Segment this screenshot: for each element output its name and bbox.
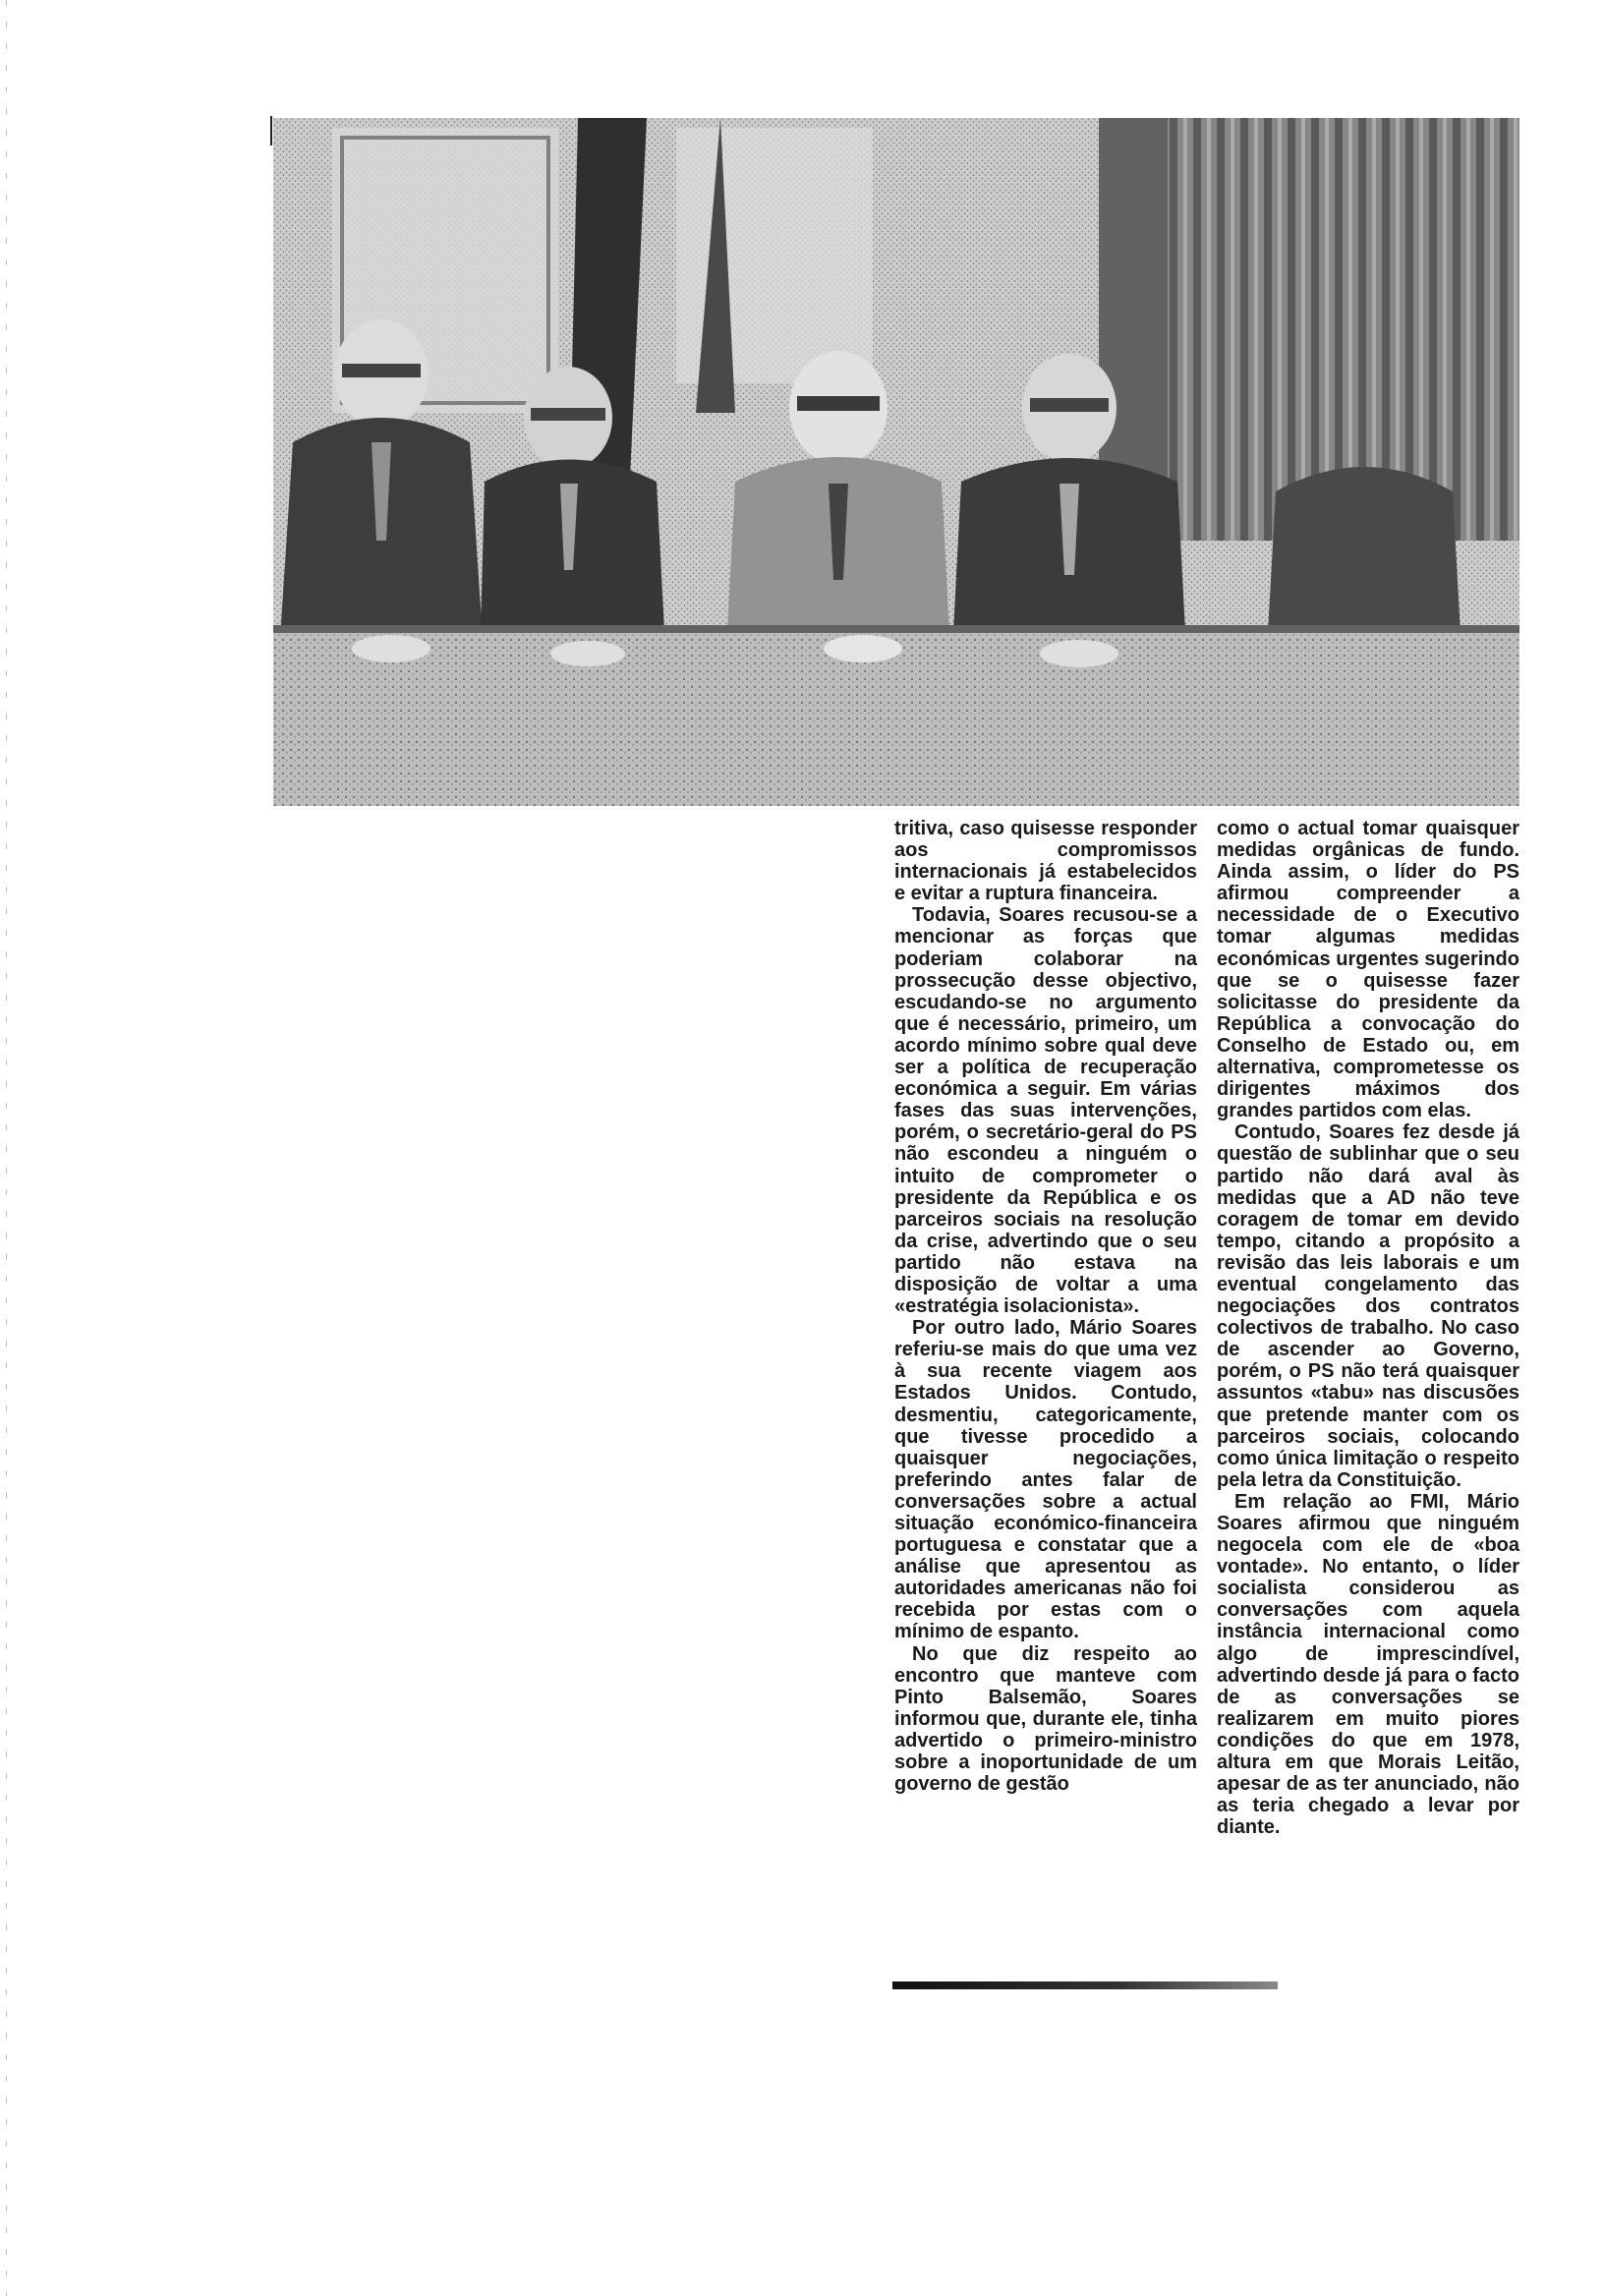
press-photo-illustration <box>273 118 1519 806</box>
paragraph: como o actual tomar quaisquer medidas orgânicas de fundo. Ainda assim, o líder do PS afirmou compreender a necessidade de o Executivo tomar algumas medidas económicas urgentes sugerindo que se o quisesse fazer solicitasse do presidente da República a convocação do Conselho de Estado ou, em alternativa, comprometesse os dirigentes máximos dos grandes partidos com elas. <box>1217 818 1519 1122</box>
end-rule <box>892 1981 1278 1989</box>
paragraph: Por outro lado, Mário Soares referiu-se mais do que uma vez à sua recente viagem aos Estados Unidos. Contudo, desmentiu, categoricamente, que tivesse procedido a quaisquer negociações, preferindo antes falar de conversações sobre a actual situação económico-financeira portuguesa e constatar que a análise que apresentou as autoridades americanas não foi recebida por estas com o mínimo de espanto. <box>894 1317 1197 1643</box>
paragraph: No que diz respeito ao encontro que manteve com Pinto Balsemão, Soares informou que, durante ele, tinha advertido o primeiro-ministro sobre a inoportunidade de um governo de gestão <box>894 1642 1197 1796</box>
press-photo <box>273 118 1519 806</box>
scan-edge-mark <box>6 0 7 2296</box>
paragraph: Contudo, Soares fez desde já questão de sublinhar que o seu partido não dará aval às medidas que a AD não teve coragem de tomar em devido tempo, citando a propósito a revisão das leis laborais e um eventual congelamento das negociações dos contratos colectivos de trabalho. No caso de ascender ao Governo, porém, o PS não terá quaisquer assuntos «tabu» nas discusões que pretende manter com os parceiros sociais, colocando como única limitação o respeito pela letra da Constituição. <box>1217 1121 1519 1491</box>
article-column-right <box>1217 818 1519 1838</box>
paragraph: Todavia, Soares recusou-se a mencionar as forças que poderiam colaborar na prossecução desse objectivo, escudando-se no argumento que é necessário, primeiro, um acordo mínimo sobre qual deve ser a política de recuperação económica a seguir. Em várias fases das suas intervenções, porém, o secretário-geral do PS não escondeu a ninguém o intuito de comprometer o presidente da República e os parceiros sociais na resolução da crise, advertindo que o seu partido não estava na disposição de voltar a uma «estratégia isolacionista». <box>894 904 1197 1318</box>
paragraph: Em relação ao FMI, Mário Soares afirmou que ninguém negocela com ele de «boa vontade». No entanto, o líder socialista considerou as conversações com aquela instância internacional como algo de imprescindível, advertindo desde já para o facto de as conversações se realizarem em muito piores condições do que em 1978, altura em que Morais Leitão, apesar de as ter anunciado, não as teria chegado a levar por diante. <box>1217 1490 1519 1839</box>
scan-corner-mark <box>270 116 272 145</box>
paragraph: tritiva, caso quisesse responder aos compromissos internacionais já estabelecidos e evitar a ruptura financeira. <box>894 818 1197 905</box>
article-column-left <box>894 818 1197 1838</box>
article-body <box>894 818 1523 1838</box>
